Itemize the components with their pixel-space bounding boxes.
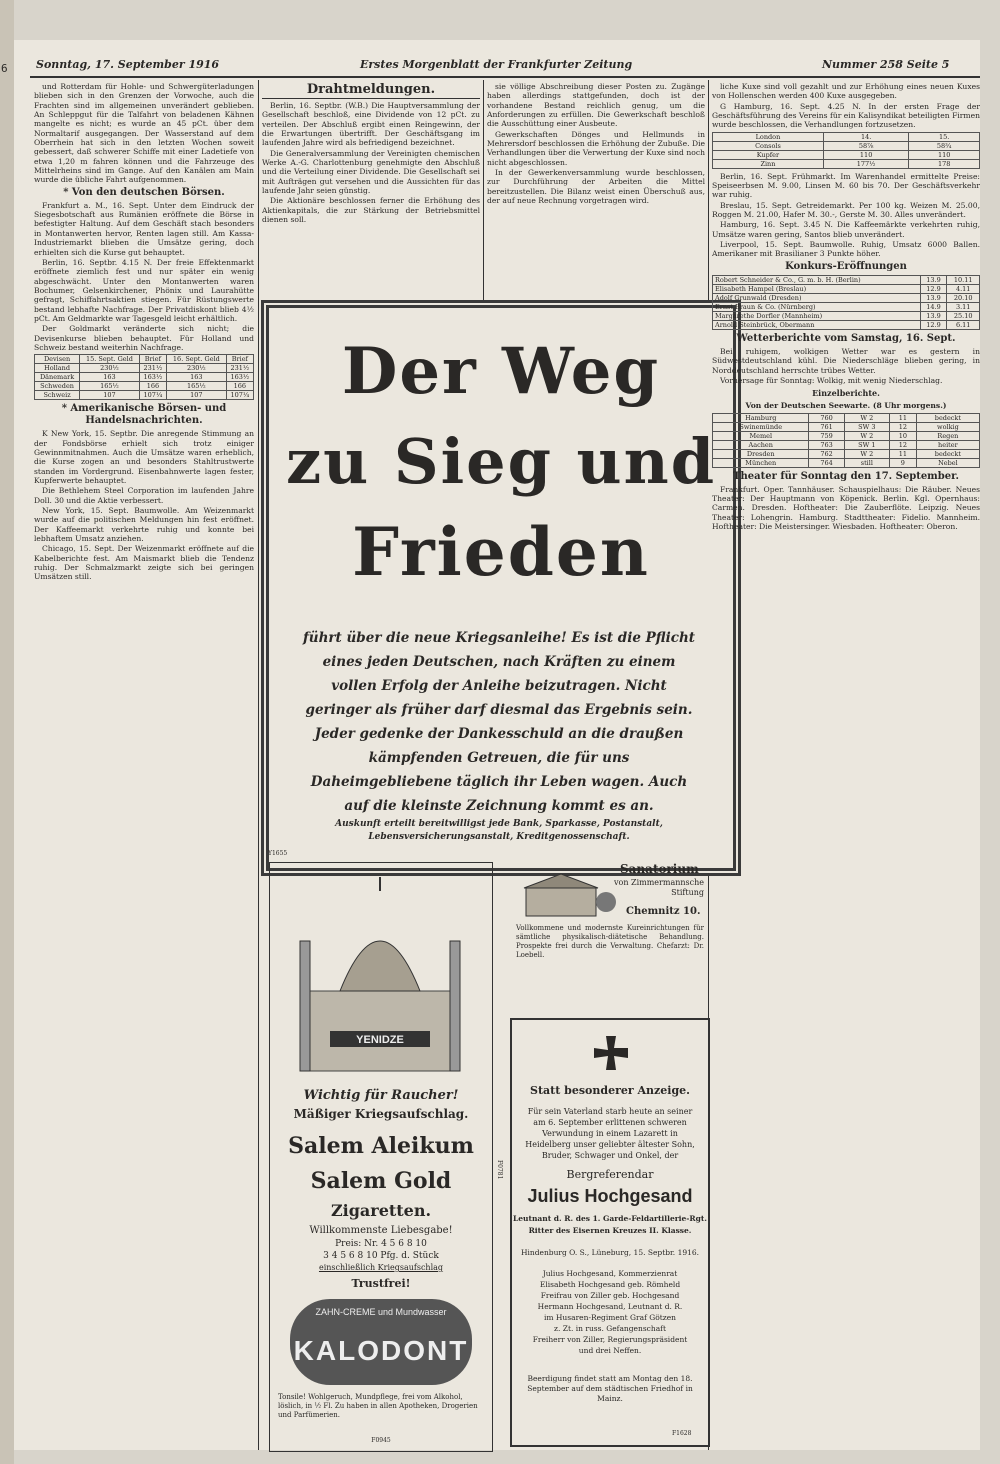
heading-theater: Theater für Sonntag den 17. September.	[733, 470, 959, 482]
article-gold-market: Der Goldmarkt veränderte sich nicht; die Devisenkurse blieben behauptet. Für Holland und Schweiz bestand weiterhin Nachfrage.	[34, 324, 254, 352]
table-cell: 11	[889, 449, 916, 458]
sanatorium-city: Chemnitz 10.	[626, 906, 701, 917]
heading-german-exchanges: * Von den deutschen Börsen.	[63, 186, 225, 198]
table-header-cell: London	[713, 132, 824, 141]
product-salem-gold: Salem Gold	[310, 1168, 452, 1194]
table-header-row	[35, 355, 254, 364]
heading-single-reports: Einzelberichte.	[812, 388, 880, 399]
table-cell: Memel	[713, 431, 809, 440]
table-cell: 58¾	[909, 141, 980, 150]
heading-weather: Wetterberichte vom Samstag, 16. Sept.	[736, 332, 956, 344]
table-cell: Schweden	[35, 382, 80, 391]
table-cell: 107	[167, 391, 227, 400]
table-cell: Aachen	[713, 440, 809, 449]
table-header-cell: 14.	[823, 132, 909, 141]
table-cell: Robert Schneider & Co., G. m. b. H. (Berlin)	[713, 275, 921, 284]
notice-burial: Beerdigung findet statt am Montag den 18. September auf dem städtischen Friedhof in Mainz.	[527, 1374, 693, 1403]
table-cell: Adolf Grunwald (Dresden)	[713, 293, 921, 302]
notice-detail-1: Leutnant d. R. des 1. Garde-Feldartillerie-Rgt.	[513, 1214, 707, 1223]
table-cell: Swinemünde	[713, 422, 809, 431]
table-cell: Elisabeth Hampel (Breslau)	[713, 284, 921, 293]
column-wire-reports	[262, 82, 480, 300]
notice-detail-2: Ritter des Eisernen Kreuzes II. Klasse.	[528, 1226, 692, 1235]
ad-code: F0945	[371, 1437, 391, 1444]
table-cell: 12	[889, 440, 916, 449]
london-table	[712, 132, 980, 169]
yenidze-pfennig: 3 4 5 6 8 10 Pfg. d. Stück	[323, 1251, 439, 1261]
table-cell: Nebel	[916, 458, 979, 467]
wire-berlin: Berlin, 16. Septbr. (W.B.) Die Hauptversammlung der Gesellschaft beschloß, eine Dividende von 12 pCt. zu verteilen. Der Abschluß ergibt einen Reingewinn, der die Erwartungen übertrifft. Der Geschäftsgang im laufenden Jahre wird als befriedigend bezeichnet.	[262, 101, 480, 148]
war-bond-advertisement	[261, 300, 741, 876]
war-bond-info: Auskunft erteilt bereitwilligst jede Bank, Sparkasse, Postanstalt, Lebensversicherungsanstalt, Kreditgenossenschaft.	[335, 819, 663, 842]
article-liverpool: Liverpool, 15. Sept. Baumwolle. Ruhig, Umsatz 6000 Ballen. Amerikaner mit Brasilianer 3 Punkte höher.	[712, 240, 980, 259]
table-cell: 3.11	[947, 302, 980, 311]
table-header-cell: 15.	[909, 132, 980, 141]
notice-rank: Bergreferendar	[566, 1168, 654, 1181]
binding-page-number: 6	[1, 62, 8, 75]
table-row	[713, 150, 980, 159]
war-bond-headline-1: Der Weg	[341, 334, 661, 409]
yenidze-gift: Willkommenste Liebesgabe!	[309, 1225, 453, 1236]
table-cell: wolkig	[916, 422, 979, 431]
table-row	[713, 159, 980, 168]
masthead	[30, 58, 980, 74]
column-finance	[34, 82, 254, 1444]
table-cell: 12.9	[920, 320, 947, 329]
sanatorium-advertisement	[516, 862, 704, 1016]
table-cell: 163	[167, 373, 227, 382]
table-cell: 166	[226, 382, 253, 391]
article-mining-3: In der Gewerkenversammlung wurde beschlossen, zur Durchführung der Arbeiten die Mittel bereitzustellen. Die Bilanz weist einen Überschuß aus, der auf neue Rechnung vorgetragen wird.	[487, 168, 705, 206]
table-row	[713, 422, 980, 431]
table-row	[713, 284, 980, 293]
column-mining	[487, 82, 705, 300]
table-cell: 760	[809, 413, 844, 422]
table-row	[713, 413, 980, 422]
table-cell: Regen	[916, 431, 979, 440]
wire-chemical-works: Die Generalversammlung der Vereinigten chemischen Werke A.-G. Charlottenburg genehmigte den Abschluß und die Verteilung einer Dividende. Die Gesellschaft sei mit Aufträgen gut versehen und die Aussichten für das laufende Jahr seien günstig.	[262, 148, 480, 196]
sanatorium-title: Sanatorium	[620, 862, 699, 876]
table-cell: Dänemark	[35, 373, 80, 382]
table-cell: 177½	[823, 159, 909, 168]
bankruptcy-table	[712, 275, 980, 330]
article-shipping: und Rotterdam für Hohle- und Schwergüterladungen blieben sich in den Grenzen der Vorwoche, auch die Frachten sind im allgemeinen unverändert geblieben. An Schleppgut für die Talfahrt von beladenen Kähnen mangelte es nicht; es wurde an 45 pCt. über dem Normaltarif ausgegangen. Der Wasserstand auf dem Oberrhein hat sich in den letzten Wochen soweit gebessert, daß schwerer Schiffe mit einer Ladetiefe von etwa 1,20 m fahren können und die Fahrzeuge des Mittelrheins sind im Gange. Auf den Kanälen am Main wurde die übliche Fahrt aufgenommen.	[34, 82, 254, 185]
article-new-york: K New York, 15. Septbr. Die anregende Stimmung an der Fondsbörse erhielt sich trotz einiger Gewinnmitnahmen. Auch die Umsätze waren erheblich, die Kurse zogen an und besonders Stahltrustwerte standen im Vordergrund. Eisenbahnwerte lagen fester, Kupferwerte behauptet.	[34, 429, 254, 485]
yenidze-trustfree: Trustfrei!	[351, 1277, 411, 1290]
table-cell: 759	[809, 431, 844, 440]
mosque-illustration	[270, 871, 492, 1081]
table-cell: Margarethe Dorfler (Mannheim)	[713, 311, 921, 320]
table-cell: 13.9	[920, 275, 947, 284]
heading-bankruptcies: Konkurs-Eröffnungen	[785, 260, 907, 272]
table-header-cell: Devisen	[35, 355, 80, 364]
war-bond-headline-3: Frieden	[352, 513, 650, 591]
article-breslau: Breslau, 15. Sept. Getreidemarkt. Per 100 kg. Weizen M. 25.00, Roggen M. 21.00, Hafer M. 30.-, Gerste M. 30. Alles unverändert.	[712, 200, 980, 220]
article-mining-1: sie völlige Abschreibung dieser Posten zu. Zugänge haben allerdings stattgefunden, doch ist der vorhandene Bestand reichlich genug, um die Anforderungen zu erfüllen. Die Gewerkschaft beschloß die Ausschüttung einer Ausbeute.	[487, 82, 705, 129]
table-cell: 163½	[226, 373, 253, 382]
theater-listings: Frankfurt. Oper. Tannhäuser. Schauspielhaus: Die Räuber. Neues Theater: Der Hauptmann von Köpenick. Berlin. Kgl. Opernhaus: Carmen. Dresden. Hoftheater: Die Zauberflöte. Leipzig. Neues Theater: Lohengrin. Hamburg. Stadttheater: Fidelio. Mannheim. Hoftheater: Die Meistersinger. Wiesbaden. Hoftheater: Oberon.	[712, 484, 980, 531]
table-header-cell: 16. Sept. Geld	[167, 355, 227, 364]
article-berlin-exchange: Berlin, 16. Septbr. 4.15 N. Der freie Effektenmarkt eröffnete ziemlich fest und nur später ein wenig abgeschwächt. Unter den Montanwerten waren Bochumer, Gelsenkirchener, Phönix und Laurahütte gefragt, Schiffahrtsaktien stiegen. Für Rüstungswerte bestand lebhafte Nachfrage. Der Privatdiskont blieb 4½ pCt. Am Geldmarkte war Tagesgeld leicht erhältlich.	[34, 257, 254, 323]
heading-wire-reports: Drahtmeldungen.	[262, 82, 480, 99]
table-cell: SW 1	[844, 440, 889, 449]
table-row	[35, 382, 254, 391]
notice-family: Julius Hochgesand, Kommerzienrat Elisabeth Hochgesand geb. Römheld Freifrau von Ziller geb. Hochgesand Hermann Hochgesand, Leutnant d. R. im Husaren-Regiment Graf Götzen z. Zt. in russ. Gefangenschaft Freiherr von Ziller, Regierungspräsident und drei Neffen.	[532, 1269, 688, 1355]
table-cell: 6.11	[947, 320, 980, 329]
table-row	[713, 458, 980, 467]
product-salem-aleikum: Salem Aleikum	[288, 1133, 474, 1159]
kalodont-advertisement	[290, 1299, 472, 1385]
tonsile-advertisement: Tonsile! Wohlgeruch, Mundpflege, frei vom Alkohol, löslich, in ½ Fl. Zu haben in allen Apotheken, Drogerien und Parfümerien.	[278, 1393, 478, 1419]
table-header-row	[713, 132, 980, 141]
article-frankfurt: Frankfurt a. M., 16. Sept. Unter dem Eindruck der Siegesbotschaft aus Rumänien eröffnete die Börse in befestigter Haltung. Auf dem Geschäft stach besonders in Montanwerten hervor, Renten lagen still. Am Kassa-Industriemarkt blieben die Umsätze gering, doch erhielten sich die Kurse gut behauptet.	[34, 200, 254, 257]
table-cell: 762	[809, 449, 844, 458]
table-cell: 230½	[167, 364, 227, 373]
table-cell: W 2	[844, 431, 889, 440]
table-row	[35, 391, 254, 400]
page-binding	[0, 0, 14, 1464]
table-row	[713, 320, 980, 329]
article-berlin-market: Berlin, 16. Sept. Frühmarkt. Im Warenhandel ermittelte Preise: Speiseerbsen M. 9.00, Linsen M. 60 bis 70. Der Geschäftsverkehr war ruhig.	[712, 171, 980, 200]
table-cell: Dresden	[713, 449, 809, 458]
table-cell: Arnold Steinbrück, Obermann	[713, 320, 921, 329]
table-cell: SW 3	[844, 422, 889, 431]
kalodont-brand: KALODONT	[293, 1335, 469, 1366]
currency-table	[34, 354, 254, 400]
table-cell: heiter	[916, 440, 979, 449]
table-cell: 110	[823, 150, 909, 159]
table-cell: 110	[909, 150, 980, 159]
table-header-cell: Brief	[226, 355, 253, 364]
table-cell: 163	[80, 373, 140, 382]
table-cell: 764	[809, 458, 844, 467]
table-row	[713, 440, 980, 449]
table-row	[35, 373, 254, 382]
table-cell: 165½	[80, 382, 140, 391]
table-cell: still	[844, 458, 889, 467]
yenidze-surcharge: Mäßiger Kriegsaufschlag.	[293, 1107, 469, 1121]
article-chicago: Chicago, 15. Sept. Der Weizenmarkt eröffnete auf die Kabelberichte fest. Am Maismarkt blieb die Tendenz ruhig. Der Schmalzmarkt zeigte sich bei geringen Umsätzen still.	[34, 544, 254, 582]
table-cell: München	[713, 458, 809, 467]
column-divider	[258, 80, 259, 1450]
table-row	[713, 302, 980, 311]
masthead-date: Sonntag, 17. September 1916	[36, 58, 220, 71]
yenidze-price: Preis: Nr. 4 5 6 8 10	[335, 1239, 427, 1249]
masthead-page-number: Nummer 258 Seite 5	[822, 58, 950, 71]
iron-cross-icon	[594, 1036, 628, 1070]
yenidze-tax: einschließlich Kriegsaufschlag	[318, 1263, 444, 1272]
table-row	[713, 431, 980, 440]
table-cell: 4.11	[947, 284, 980, 293]
table-cell: Consols	[713, 141, 824, 150]
table-cell: bedeckt	[916, 413, 979, 422]
weather-forecast: Vorhersage für Sonntag: Wolkig, mit wenig Niederschlag.	[720, 375, 943, 385]
table-cell: 58⅞	[823, 141, 909, 150]
table-cell: Hamburg	[713, 413, 809, 422]
table-cell: 20.10	[947, 293, 980, 302]
table-row	[713, 311, 980, 320]
sanatorium-illustration	[516, 870, 616, 920]
product-cigarettes: Zigaretten.	[330, 1201, 432, 1220]
wire-capital: Die Aktionäre beschlossen ferner die Erhöhung des Aktienkapitals, die zur Stärkung der Betriebsmittel dienen soll.	[262, 196, 480, 225]
table-cell: 12.9	[920, 284, 947, 293]
table-row	[713, 275, 980, 284]
notice-place: Hindenburg O. S., Lüneburg, 15. Septbr. 1916.	[520, 1248, 700, 1257]
table-cell: 761	[809, 422, 844, 431]
ad-code: Y1655	[268, 850, 288, 857]
column-divider	[483, 80, 484, 302]
table-cell: 10.11	[947, 275, 980, 284]
yenidze-slogan: Wichtig für Raucher!	[303, 1088, 459, 1103]
table-header-cell: Brief	[139, 355, 166, 364]
table-row	[713, 449, 980, 458]
table-cell: 165½	[167, 382, 227, 391]
table-cell: 11	[889, 413, 916, 422]
article-kuxe: liche Kuxe sind voll gezahlt und zur Erhöhung eines neuen Kuxes von Hollenschen werden 400 Kuxe ausgegeben.	[712, 82, 980, 101]
table-cell: 231½	[139, 364, 166, 373]
yenidze-advertisement	[269, 862, 493, 1452]
table-cell: 9	[889, 458, 916, 467]
table-cell: 14.9	[920, 302, 947, 311]
table-cell: 231½	[226, 364, 253, 373]
table-cell: 13.9	[920, 311, 947, 320]
notice-heading: Statt besonderer Anzeige.	[530, 1084, 690, 1097]
sanatorium-text: Vollkommene und modernste Kureinrichtungen für sämtliche physikalisch-diätetische Behandlung. Prospekte frei durch die Verwaltung. Chefarzt: Dr. Loebell.	[516, 924, 704, 959]
table-cell: 763	[809, 440, 844, 449]
table-cell: 163½	[139, 373, 166, 382]
article-cotton: New York, 15. Sept. Baumwolle. Am Weizenmarkt wurde auf die politischen Meldungen hin fest eröffnet. Der Kaffeemarkt verkehrte ruhig und konnte bei lebhaftem Umsatz anziehen.	[34, 506, 254, 544]
notice-intro: Für sein Vaterland starb heute an seiner am 6. September erlittenen schweren Verwundung in einem Lazarett in Heidelberg unser geliebter ältester Sohn, Bruder, Schwager und Onkel, der	[525, 1107, 695, 1160]
table-cell: 107¼	[139, 391, 166, 400]
table-cell: bedeckt	[916, 449, 979, 458]
table-row	[713, 293, 980, 302]
table-cell: 166	[139, 382, 166, 391]
weather-text: Bei ruhigem, wolkigen Wetter war es gestern in Südwestdeutschland kühl. Die Niederschläge blieben gering, in Norddeutschland herrschte trübes Wetter.	[712, 346, 980, 375]
table-cell: 230½	[80, 364, 140, 373]
table-cell: W 2	[844, 413, 889, 422]
war-bond-headline-2: zu Sieg und	[285, 425, 717, 498]
notice-name: Julius Hochgesand	[527, 1186, 693, 1206]
table-cell: 178	[909, 159, 980, 168]
sanatorium-subtitle: von Zimmermannsche Stiftung	[613, 878, 704, 897]
yenidze-brand: YENIDZE	[356, 1034, 404, 1046]
ad-code: F1628	[672, 1430, 692, 1437]
heading-seewarte: Von der Deutschen Seewarte. (8 Uhr morgens.)	[745, 401, 947, 411]
table-cell: 10	[889, 431, 916, 440]
table-cell: Kupfer	[713, 150, 824, 159]
article-steel: Die Bethlehem Steel Corporation im laufenden Jahre Doll. 30 und die Aktie verbessert.	[34, 486, 254, 505]
table-cell: Ernst Braun & Co. (Nürnberg)	[713, 302, 921, 311]
table-cell: Zinn	[713, 159, 824, 168]
table-cell: W 2	[844, 449, 889, 458]
table-row	[35, 364, 254, 373]
ad-code: F0781	[496, 1160, 503, 1180]
table-cell: 107	[80, 391, 140, 400]
article-hamburg: G Hamburg, 16. Sept. 4.25 N. In der ersten Frage der Geschäftsführung des Vereins für ein Kalisyndikat beteiligten Firmen wurde beschlossen, die Verhandlungen fortzusetzen.	[712, 101, 980, 130]
column-markets	[712, 82, 980, 1444]
masthead-paper-title: Erstes Morgenblatt der Frankfurter Zeitung	[360, 58, 633, 71]
war-bond-appeal: führt über die neue Kriegsanleihe! Es ist die Pflicht eines jeden Deutschen, nach Kräften zu einem vollen Erfolg der Anleihe beizutragen. Nicht geringer als früher darf diesmal das Ergebnis sein. Jeder gedenke der Dankesschuld an die draußen kämpfenden Getreuen, die für uns Daheimgebliebene täglich ihr Leben wagen. Auch auf die kleinste Zeichnung kommt es an.	[302, 630, 696, 814]
table-cell: 12	[889, 422, 916, 431]
heading-american-exchanges: * Amerikanische Börsen- und Handelsnachrichten.	[61, 403, 227, 427]
table-cell: 107¼	[226, 391, 253, 400]
table-cell: Holland	[35, 364, 80, 373]
masthead-rule	[30, 76, 980, 78]
table-cell: 13.9	[920, 293, 947, 302]
table-cell: Schweiz	[35, 391, 80, 400]
kalodont-tagline: ZAHN-CREME und Mundwasser	[315, 1307, 447, 1317]
table-header-cell: 15. Sept. Geld	[80, 355, 140, 364]
table-row	[713, 141, 980, 150]
table-cell: 25.10	[947, 311, 980, 320]
article-mining-2: Gewerkschaften Dönges und Hellmunds in Mehrersdorf beschlossen die Erhöhung der Zubuße. Die Verhandlungen über die Verwertung der Kuxe sind noch nicht abgeschlossen.	[487, 129, 705, 167]
seewarte-table	[712, 413, 980, 468]
article-coffee: Hamburg, 16. Sept. 3.45 N. Die Kaffeemärkte verkehrten ruhig, Umsätze waren gering, Santos blieb unverändert.	[712, 220, 980, 239]
death-notice	[510, 1018, 710, 1447]
